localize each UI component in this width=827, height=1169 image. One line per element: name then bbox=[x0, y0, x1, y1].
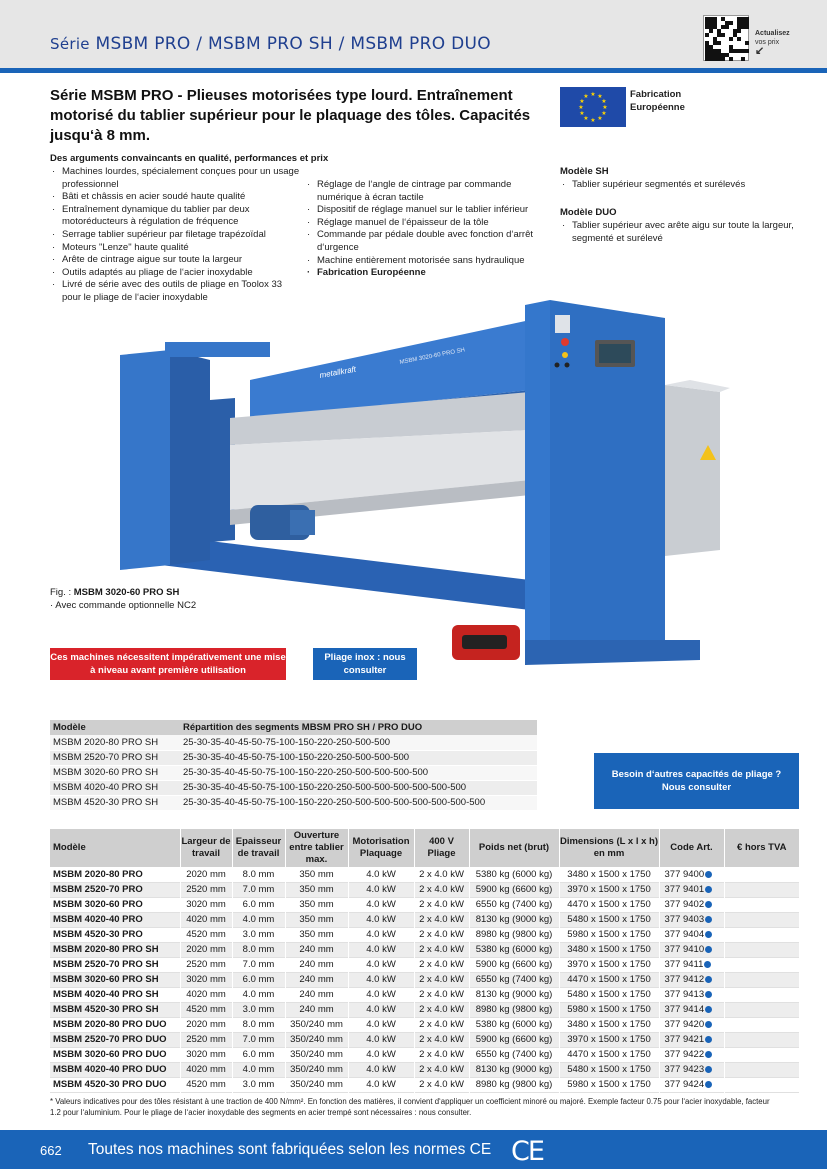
model-sh-heading: Modèle SH bbox=[560, 166, 609, 177]
table-cell: MSBM 2020-80 PRO SH bbox=[50, 942, 180, 957]
table-cell bbox=[724, 897, 799, 912]
article-code-text: 377 9401 bbox=[664, 884, 705, 895]
table-cell: 8980 kg (9800 kg) bbox=[469, 1077, 559, 1092]
article-code-text: 377 9421 bbox=[664, 1034, 705, 1045]
stainless-note: Pliage inox : nous consulter bbox=[313, 648, 417, 680]
table-row: MSBM 4020-40 PRO SH 25-30-35-40-45-50-75-100-150-220-250-500-500-500-500-500-500 bbox=[50, 780, 537, 795]
svg-text:★: ★ bbox=[583, 93, 589, 100]
svg-text:★: ★ bbox=[597, 115, 603, 122]
list-item: · Machine entièrement motorisée sans hydraulique bbox=[305, 255, 545, 268]
table-cell bbox=[724, 867, 799, 882]
table-cell: 5480 x 1500 x 1750 bbox=[559, 1062, 659, 1077]
table-cell: 4.0 kW bbox=[348, 957, 414, 972]
table-cell: 2020 mm bbox=[180, 942, 232, 957]
article-code[interactable] bbox=[659, 942, 724, 957]
svg-text:★: ★ bbox=[597, 93, 603, 100]
table-cell: 3.0 mm bbox=[232, 927, 285, 942]
table-cell: 8130 kg (9000 kg) bbox=[469, 1062, 559, 1077]
table-cell: MSBM 4020-40 PRO DUO bbox=[50, 1062, 180, 1077]
table-cell: 2 x 4.0 kW bbox=[414, 927, 469, 942]
table-cell: 4.0 kW bbox=[348, 987, 414, 1002]
table-row bbox=[50, 1047, 799, 1062]
link-arrow-icon[interactable] bbox=[705, 931, 712, 938]
qr-module bbox=[741, 57, 745, 61]
table-cell: 350/240 mm bbox=[285, 1032, 348, 1047]
link-arrow-icon[interactable] bbox=[705, 1081, 712, 1088]
table-cell: 8.0 mm bbox=[232, 1017, 285, 1032]
table-cell: 2 x 4.0 kW bbox=[414, 867, 469, 882]
table-cell: 4.0 kW bbox=[348, 912, 414, 927]
table-cell: 240 mm bbox=[285, 972, 348, 987]
list-item: · Outils adaptés au pliage de l‘acier inoxydable bbox=[50, 267, 300, 280]
table-cell: 350/240 mm bbox=[285, 1077, 348, 1092]
article-code-text: 377 9420 bbox=[664, 1019, 705, 1030]
table-cell bbox=[724, 1002, 799, 1017]
table-row bbox=[50, 897, 799, 912]
table-cell: MSBM 2520-70 PRO bbox=[50, 882, 180, 897]
qr-module bbox=[745, 49, 749, 53]
list-item: · Machines lourdes, spécialement conçues pour un usage professionnel bbox=[50, 166, 300, 191]
column-header: Epaisseur de travail bbox=[232, 829, 285, 867]
table-cell: 8.0 mm bbox=[232, 942, 285, 957]
table-cell: 2 x 4.0 kW bbox=[414, 897, 469, 912]
column-header: Modèle bbox=[50, 829, 180, 867]
table-cell: MSBM 3020-60 PRO DUO bbox=[50, 1047, 180, 1062]
qr-module bbox=[745, 41, 749, 45]
table-cell: 350 mm bbox=[285, 897, 348, 912]
table-cell: 4.0 kW bbox=[348, 1002, 414, 1017]
article-code[interactable] bbox=[659, 1002, 724, 1017]
qr-module bbox=[709, 29, 713, 33]
arrow-icon: ↙ bbox=[755, 45, 765, 57]
article-code[interactable] bbox=[659, 972, 724, 987]
table-cell: 4.0 kW bbox=[348, 1077, 414, 1092]
article-code[interactable] bbox=[659, 1062, 724, 1077]
table-cell: 240 mm bbox=[285, 1002, 348, 1017]
table-cell: 2 x 4.0 kW bbox=[414, 957, 469, 972]
table-cell: 8130 kg (9000 kg) bbox=[469, 912, 559, 927]
table-cell: 4520 mm bbox=[180, 1002, 232, 1017]
article-code[interactable] bbox=[659, 897, 724, 912]
arguments-heading: Des arguments convaincants en qualité, performances et prix bbox=[50, 153, 329, 164]
svg-text:★: ★ bbox=[590, 117, 596, 124]
link-arrow-icon[interactable] bbox=[705, 991, 712, 998]
table-cell: MSBM 4020-40 PRO bbox=[50, 912, 180, 927]
table-cell: 2 x 4.0 kW bbox=[414, 882, 469, 897]
page-footer bbox=[0, 1130, 827, 1169]
product-table bbox=[50, 829, 799, 1093]
table-cell: 5380 kg (6000 kg) bbox=[469, 942, 559, 957]
column-header: Largeur de travail bbox=[180, 829, 232, 867]
qr-module bbox=[729, 21, 733, 25]
column-header: Dimensions (L x l x h) en mm bbox=[559, 829, 659, 867]
footnote: * Valeurs indicatives pour des tôles résistant à une traction de 400 N/mm². En fonction des matières, il convient d‘appliquer un coefficient minoré ou majoré. Exemple facteur 0.75 pour l‘acier inoxydable, facteur 1.2 pour l‘aluminium. Pour le pliage de l‘acier inoxydable des segments en acier trempé sont nécessaires : nous consulter. bbox=[50, 1097, 770, 1117]
table-cell: 8130 kg (9000 kg) bbox=[469, 987, 559, 1002]
svg-text:★: ★ bbox=[590, 91, 596, 98]
refresh-prices-label[interactable]: Actualisez vos prix ↙ bbox=[755, 30, 790, 57]
table-cell: 2520 mm bbox=[180, 1032, 232, 1047]
column-header: 400 V Pliage bbox=[414, 829, 469, 867]
table-cell: 350 mm bbox=[285, 867, 348, 882]
link-arrow-icon[interactable] bbox=[705, 901, 712, 908]
table-cell: 4520 mm bbox=[180, 927, 232, 942]
table-cell: 4.0 kW bbox=[348, 942, 414, 957]
table-cell: 4520 mm bbox=[180, 1077, 232, 1092]
svg-text:★: ★ bbox=[601, 110, 607, 117]
table-row: MSBM 2520-70 PRO SH 25-30-35-40-45-50-75-100-150-220-250-500-500-500 bbox=[50, 750, 537, 765]
table-cell: MSBM 2020-80 PRO DUO bbox=[50, 1017, 180, 1032]
table-cell: 4.0 kW bbox=[348, 1032, 414, 1047]
footer-text: Toutes nos machines sont fabriquées selon les normes CE bbox=[88, 1141, 492, 1158]
table-row bbox=[50, 1077, 799, 1092]
link-arrow-icon[interactable] bbox=[705, 1051, 712, 1058]
link-arrow-icon[interactable] bbox=[705, 1066, 712, 1073]
table-cell: 3970 x 1500 x 1750 bbox=[559, 882, 659, 897]
series-title: Série MSBM PRO / MSBM PRO SH / MSBM PRO DUO bbox=[50, 34, 491, 54]
qr-module bbox=[717, 41, 721, 45]
article-code-text: 377 9424 bbox=[664, 1079, 705, 1090]
table-cell bbox=[724, 972, 799, 987]
qr-module bbox=[737, 29, 741, 33]
list-item: · Tablier supérieur avec arête aigu sur toute la largeur, segmenté et surélevé bbox=[560, 220, 800, 245]
link-arrow-icon[interactable] bbox=[705, 946, 712, 953]
table-cell: 3020 mm bbox=[180, 897, 232, 912]
table-cell: 4.0 kW bbox=[348, 1047, 414, 1062]
link-arrow-icon[interactable] bbox=[705, 916, 712, 923]
article-code[interactable] bbox=[659, 957, 724, 972]
model-duo-list bbox=[560, 220, 800, 245]
list-item: · Serrage tablier supérieur par filetage trapézoïdal bbox=[50, 229, 300, 242]
table-cell: 4020 mm bbox=[180, 912, 232, 927]
table-cell: 4020 mm bbox=[180, 987, 232, 1002]
table-cell: 350 mm bbox=[285, 927, 348, 942]
qr-module bbox=[737, 37, 741, 41]
table-row: MSBM 2020-80 PRO SH 25-30-35-40-45-50-75-100-150-220-250-500-500 bbox=[50, 735, 537, 750]
qr-module bbox=[725, 25, 729, 29]
table-cell: 3480 x 1500 x 1750 bbox=[559, 1017, 659, 1032]
svg-text:★: ★ bbox=[583, 115, 589, 122]
table-cell: 7.0 mm bbox=[232, 1032, 285, 1047]
article-code-text: 377 9422 bbox=[664, 1049, 705, 1060]
table-cell: 3480 x 1500 x 1750 bbox=[559, 942, 659, 957]
table-cell: MSBM 2520-70 PRO SH bbox=[50, 957, 180, 972]
column-header: € hors TVA bbox=[724, 829, 799, 867]
table-row bbox=[50, 1032, 799, 1047]
table-cell: 4470 x 1500 x 1750 bbox=[559, 972, 659, 987]
svg-text:★: ★ bbox=[579, 98, 585, 105]
table-cell: 8980 kg (9800 kg) bbox=[469, 1002, 559, 1017]
table-cell: 2 x 4.0 kW bbox=[414, 1032, 469, 1047]
table-cell: 2 x 4.0 kW bbox=[414, 1017, 469, 1032]
table-cell: 240 mm bbox=[285, 957, 348, 972]
table-cell: 6.0 mm bbox=[232, 972, 285, 987]
table-cell: 5980 x 1500 x 1750 bbox=[559, 1002, 659, 1017]
table-cell: 4.0 kW bbox=[348, 897, 414, 912]
table-cell: 2 x 4.0 kW bbox=[414, 1062, 469, 1077]
list-item: · Livré de série avec des outils de pliage en Toolox 33 pour le pliage de l‘acier inoxydable bbox=[50, 279, 300, 304]
table-cell: 350 mm bbox=[285, 882, 348, 897]
table-cell: 6550 kg (7400 kg) bbox=[469, 972, 559, 987]
table-cell: 7.0 mm bbox=[232, 957, 285, 972]
article-code-text: 377 9410 bbox=[664, 944, 705, 955]
article-code[interactable] bbox=[659, 912, 724, 927]
page-number: 662 bbox=[40, 1143, 62, 1158]
table-cell: 2 x 4.0 kW bbox=[414, 972, 469, 987]
table-row bbox=[50, 957, 799, 972]
table-cell: 3020 mm bbox=[180, 972, 232, 987]
table-cell: 350/240 mm bbox=[285, 1047, 348, 1062]
table-cell bbox=[724, 1017, 799, 1032]
table-cell bbox=[724, 987, 799, 1002]
table-cell: 2 x 4.0 kW bbox=[414, 942, 469, 957]
table-row bbox=[50, 867, 799, 882]
leveling-warning-note: Ces machines nécessitent impérativement une mise à niveau avant première utilisation bbox=[50, 648, 286, 680]
article-code-text: 377 9400 bbox=[664, 868, 705, 880]
header-accent-bar bbox=[0, 68, 827, 73]
table-cell: 6550 kg (7400 kg) bbox=[469, 1047, 559, 1062]
other-capacities-box[interactable]: Besoin d‘autres capacités de pliage ? Nous consulter bbox=[594, 753, 799, 809]
eu-fabrication-label: Fabrication Européenne bbox=[630, 89, 685, 113]
machine-image bbox=[110, 280, 750, 690]
table-cell: 4.0 kW bbox=[348, 927, 414, 942]
table-cell: 3.0 mm bbox=[232, 1077, 285, 1092]
table-cell: MSBM 2020-80 PRO bbox=[50, 867, 180, 882]
table-row bbox=[50, 1017, 799, 1032]
table-cell: 3.0 mm bbox=[232, 1002, 285, 1017]
table-cell: 6550 kg (7400 kg) bbox=[469, 897, 559, 912]
article-code[interactable] bbox=[659, 1077, 724, 1092]
article-code-text: 377 9411 bbox=[664, 959, 704, 970]
table-cell bbox=[724, 882, 799, 897]
qr-module bbox=[745, 25, 749, 29]
qr-module bbox=[729, 37, 733, 41]
list-item: · Fabrication Européenne bbox=[305, 267, 545, 280]
table-cell: 3020 mm bbox=[180, 1047, 232, 1062]
qr-module bbox=[721, 33, 725, 37]
qr-module bbox=[705, 33, 709, 37]
intro-title: Série MSBM PRO - Plieuses motorisées type lourd. Entraînement motorisé du tablier supérieur pour le plaquage des tôles. Capacités jusqu‘à 8 mm. bbox=[50, 87, 531, 144]
table-cell: MSBM 4020-40 PRO SH bbox=[50, 987, 180, 1002]
qr-module bbox=[721, 57, 725, 61]
article-code[interactable] bbox=[659, 1017, 724, 1032]
article-code-text: 377 9423 bbox=[664, 1064, 705, 1075]
column-header: Répartition des segments MBSM PRO SH / PRO DUO bbox=[180, 720, 537, 735]
arguments-list-right bbox=[305, 179, 545, 280]
list-item: · Entraînement dynamique du tablier par deux motoréducteurs à régulation de fréquence bbox=[50, 204, 300, 229]
table-cell: 5900 kg (6600 kg) bbox=[469, 957, 559, 972]
figure-caption: Fig. : MSBM 3020-60 PRO SH · Avec commande optionnelle NC2 bbox=[50, 587, 197, 611]
list-item: · Commande par pédale double avec fonction d‘arrêt d‘urgence bbox=[305, 229, 545, 254]
model-plate: MSBM 3020-60 PRO SH bbox=[399, 347, 466, 366]
list-item: · Arête de cintrage aigue sur toute la largeur bbox=[50, 254, 300, 267]
table-cell: 4.0 kW bbox=[348, 882, 414, 897]
svg-text:★: ★ bbox=[601, 98, 607, 105]
table-cell: 4.0 kW bbox=[348, 1062, 414, 1077]
table-cell bbox=[724, 957, 799, 972]
table-cell: 4.0 kW bbox=[348, 972, 414, 987]
table-cell: 350/240 mm bbox=[285, 1062, 348, 1077]
table-cell bbox=[724, 927, 799, 942]
table-cell: 2520 mm bbox=[180, 957, 232, 972]
page-header bbox=[0, 0, 827, 68]
list-item: · Tablier supérieur segmentés et surélevés bbox=[560, 179, 790, 192]
table-cell: 8980 kg (9800 kg) bbox=[469, 927, 559, 942]
table-cell: 5380 kg (6000 kg) bbox=[469, 867, 559, 882]
article-code-text: 377 9402 bbox=[664, 899, 705, 910]
table-cell: MSBM 4520-30 PRO SH bbox=[50, 1002, 180, 1017]
qr-module bbox=[729, 57, 733, 61]
table-cell: MSBM 3020-60 PRO SH bbox=[50, 972, 180, 987]
link-arrow-icon[interactable] bbox=[704, 961, 711, 968]
table-row bbox=[50, 1062, 799, 1077]
table-cell: 2 x 4.0 kW bbox=[414, 1002, 469, 1017]
table-cell: MSBM 2520-70 PRO DUO bbox=[50, 1032, 180, 1047]
link-arrow-icon[interactable] bbox=[705, 871, 712, 878]
article-code-text: 377 9414 bbox=[664, 1004, 705, 1015]
table-cell: 5900 kg (6600 kg) bbox=[469, 1032, 559, 1047]
table-cell: 5980 x 1500 x 1750 bbox=[559, 927, 659, 942]
table-cell: 2 x 4.0 kW bbox=[414, 1047, 469, 1062]
table-row bbox=[50, 942, 799, 957]
column-header: Code Art. bbox=[659, 829, 724, 867]
table-cell: 4.0 kW bbox=[348, 867, 414, 882]
svg-text:★: ★ bbox=[578, 104, 584, 111]
table-cell: MSBM 4520-30 PRO bbox=[50, 927, 180, 942]
table-row bbox=[50, 987, 799, 1002]
table-row: MSBM 3020-60 PRO SH 25-30-35-40-45-50-75-100-150-220-250-500-500-500-500 bbox=[50, 765, 537, 780]
link-arrow-icon[interactable] bbox=[705, 976, 712, 983]
table-cell bbox=[724, 912, 799, 927]
table-cell: 4470 x 1500 x 1750 bbox=[559, 897, 659, 912]
table-cell: 4.0 kW bbox=[348, 1017, 414, 1032]
table-cell: 5900 kg (6600 kg) bbox=[469, 882, 559, 897]
table-cell bbox=[724, 1077, 799, 1092]
table-cell bbox=[724, 1062, 799, 1077]
table-row bbox=[50, 972, 799, 987]
list-item: · Moteurs "Lenze" haute qualité bbox=[50, 242, 300, 255]
table-cell: 3480 x 1500 x 1750 bbox=[559, 867, 659, 882]
table-cell: 8.0 mm bbox=[232, 867, 285, 882]
table-cell bbox=[724, 942, 799, 957]
table-cell: 350/240 mm bbox=[285, 1017, 348, 1032]
brand-label: metallkraft bbox=[318, 364, 357, 380]
table-cell: 7.0 mm bbox=[232, 882, 285, 897]
list-item: · Réglage de l‘angle de cintrage par commande numérique à écran tactile bbox=[305, 179, 545, 204]
list-item: · Bâti et châssis en acier soudé haute qualité bbox=[50, 191, 300, 204]
list-item: · Dispositif de réglage manuel sur le tablier inférieur bbox=[305, 204, 545, 217]
table-cell: 2520 mm bbox=[180, 882, 232, 897]
article-code-text: 377 9403 bbox=[664, 914, 705, 925]
column-header: Modèle bbox=[50, 720, 180, 735]
table-cell: 4020 mm bbox=[180, 1062, 232, 1077]
table-row bbox=[50, 1002, 799, 1017]
eu-flag-icon bbox=[560, 87, 626, 127]
ce-mark-icon: CE bbox=[511, 1136, 543, 1167]
table-row: MSBM 4520-30 PRO SH 25-30-35-40-45-50-75-100-150-220-250-500-500-500-500-500-500-500 bbox=[50, 795, 537, 810]
table-cell: 4470 x 1500 x 1750 bbox=[559, 1047, 659, 1062]
table-row bbox=[50, 882, 799, 897]
link-arrow-icon[interactable] bbox=[705, 1036, 712, 1043]
table-cell: 5480 x 1500 x 1750 bbox=[559, 912, 659, 927]
table-cell: 3970 x 1500 x 1750 bbox=[559, 1032, 659, 1047]
table-cell: 5980 x 1500 x 1750 bbox=[559, 1077, 659, 1092]
table-cell: 350 mm bbox=[285, 912, 348, 927]
table-cell: MSBM 4520-30 PRO DUO bbox=[50, 1077, 180, 1092]
article-code-text: 377 9412 bbox=[664, 974, 705, 985]
svg-text:★: ★ bbox=[579, 110, 585, 117]
model-duo-heading: Modèle DUO bbox=[560, 207, 617, 218]
table-cell: MSBM 3020-60 PRO bbox=[50, 897, 180, 912]
link-arrow-icon[interactable] bbox=[705, 1006, 712, 1013]
article-code[interactable] bbox=[659, 867, 724, 882]
qr-code[interactable] bbox=[703, 15, 749, 61]
column-header: Poids net (brut) bbox=[469, 829, 559, 867]
table-cell: 2020 mm bbox=[180, 867, 232, 882]
article-code[interactable] bbox=[659, 1047, 724, 1062]
column-header: Motorisation Plaquage bbox=[348, 829, 414, 867]
article-code[interactable] bbox=[659, 882, 724, 897]
link-arrow-icon[interactable] bbox=[705, 1021, 712, 1028]
article-code[interactable] bbox=[659, 927, 724, 942]
table-cell: 2 x 4.0 kW bbox=[414, 1077, 469, 1092]
table-cell: 4.0 mm bbox=[232, 912, 285, 927]
segment-table bbox=[50, 720, 537, 811]
table-cell: 5380 kg (6000 kg) bbox=[469, 1017, 559, 1032]
table-cell bbox=[724, 1047, 799, 1062]
table-row bbox=[50, 912, 799, 927]
table-cell: 2 x 4.0 kW bbox=[414, 912, 469, 927]
article-code[interactable] bbox=[659, 1032, 724, 1047]
column-header: Ouverture entre tablier max. bbox=[285, 829, 348, 867]
table-cell bbox=[724, 1032, 799, 1047]
table-cell: 240 mm bbox=[285, 987, 348, 1002]
table-cell: 240 mm bbox=[285, 942, 348, 957]
table-row bbox=[50, 927, 799, 942]
table-cell: 4.0 mm bbox=[232, 987, 285, 1002]
table-cell: 3970 x 1500 x 1750 bbox=[559, 957, 659, 972]
article-code[interactable] bbox=[659, 987, 724, 1002]
link-arrow-icon[interactable] bbox=[705, 886, 712, 893]
table-cell: 6.0 mm bbox=[232, 1047, 285, 1062]
table-cell: 2020 mm bbox=[180, 1017, 232, 1032]
table-cell: 5480 x 1500 x 1750 bbox=[559, 987, 659, 1002]
svg-text:★: ★ bbox=[602, 104, 608, 111]
table-cell: 4.0 mm bbox=[232, 1062, 285, 1077]
article-code-text: 377 9404 bbox=[664, 929, 705, 940]
model-sh-list bbox=[560, 179, 790, 192]
table-cell: 2 x 4.0 kW bbox=[414, 987, 469, 1002]
article-code-text: 377 9413 bbox=[664, 989, 705, 1000]
table-cell: 6.0 mm bbox=[232, 897, 285, 912]
list-item: · Réglage manuel de l‘épaisseur de la tôle bbox=[305, 217, 545, 230]
